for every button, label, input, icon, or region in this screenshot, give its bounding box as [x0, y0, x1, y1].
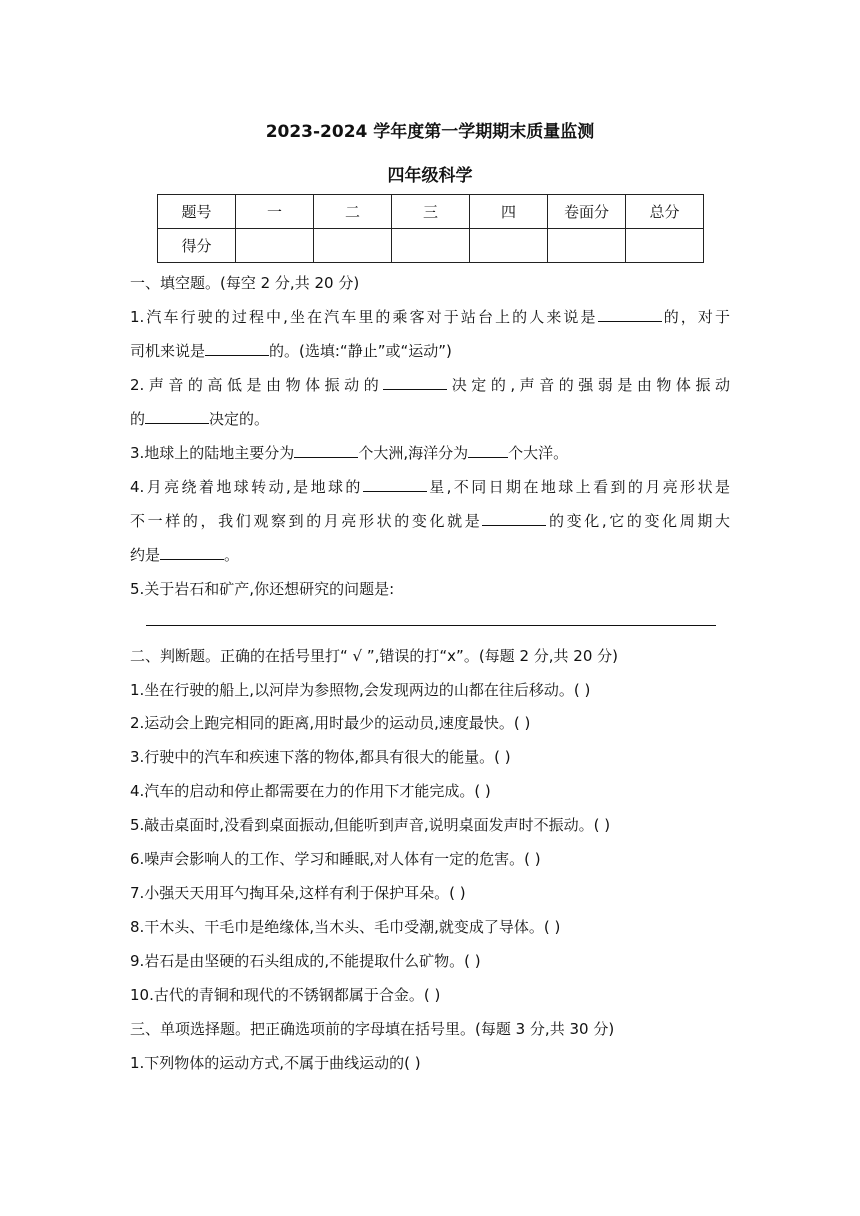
fill-q1-line2: 司机来说是 的。(选填:“静止”或“运动”): [130, 342, 452, 360]
score-input-4[interactable]: [470, 229, 548, 263]
fill-q5: 5.关于岩石和矿产,你还想研究的问题是:: [130, 580, 395, 598]
score-cell-3: 三: [392, 195, 470, 229]
score-cell-1: 一: [236, 195, 314, 229]
judge-item-6: 6.噪声会影响人的工作、学习和睡眠,对人体有一定的危害。( ): [130, 850, 541, 868]
fill-q1-line1: 1.汽车行驶的过程中,坐在汽车里的乘客对于站台上的人来说是 的，对于: [130, 308, 730, 326]
exam-title: 2023-2024 学年度第一学期期末质量监测: [265, 122, 595, 142]
section3-heading: 三、单项选择题。把正确选项前的字母填在括号里。(每题 3 分,共 30 分): [130, 1020, 615, 1038]
answer-blank[interactable]: [294, 443, 358, 458]
score-cell-total: 总分: [626, 195, 704, 229]
judge-item-2: 2.运动会上跑完相同的距离,用时最少的运动员,速度最快。( ): [130, 714, 531, 732]
score-cell-label: 题号: [158, 195, 236, 229]
answer-blank[interactable]: [482, 511, 546, 526]
fill-q2-line1: 2.声音的高低是由物体振动的 决定的,声音的强弱是由物体振动: [130, 376, 730, 394]
answer-blank[interactable]: [468, 443, 508, 458]
choice-q1: 1.下列物体的运动方式,不属于曲线运动的( ): [130, 1054, 421, 1072]
judge-item-3: 3.行驶中的汽车和疾速下落的物体,都具有很大的能量。( ): [130, 748, 511, 766]
fill-q4-line2: 不一样的，我们观察到的月亮形状的变化就是 的变化,它的变化周期大: [130, 512, 730, 530]
judge-item-1: 1.坐在行驶的船上,以河岸为参照物,会发现两边的山都在往后移动。( ): [130, 681, 591, 699]
judge-item-7: 7.小强天天用耳勺掏耳朵,这样有利于保护耳朵。( ): [130, 884, 466, 902]
score-cell-4: 四: [470, 195, 548, 229]
answer-blank[interactable]: [383, 375, 447, 390]
score-input-2[interactable]: [314, 229, 392, 263]
answer-blank[interactable]: [363, 477, 427, 492]
judge-item-4: 4.汽车的启动和停止都需要在力的作用下才能完成。( ): [130, 782, 491, 800]
section1-heading: 一、填空题。(每空 2 分,共 20 分): [130, 274, 360, 292]
answer-blank[interactable]: [160, 545, 224, 560]
score-cell-paper: 卷面分: [548, 195, 626, 229]
judge-item-5: 5.敲击桌面时,没看到桌面振动,但能听到声音,说明桌面发声时不振动。( ): [130, 816, 611, 834]
fill-q3: 3.地球上的陆地主要分为 个大洲,海洋分为 个大洋。: [130, 444, 569, 462]
judge-item-10: 10.古代的青铜和现代的不锈钢都属于合金。( ): [130, 986, 441, 1004]
score-input-total[interactable]: [626, 229, 704, 263]
score-table-header-row: [158, 195, 704, 229]
score-cell-2: 二: [314, 195, 392, 229]
judge-item-8: 8.干木头、干毛巾是绝缘体,当木头、毛巾受潮,就变成了导体。( ): [130, 918, 561, 936]
score-input-paper[interactable]: [548, 229, 626, 263]
score-table: [157, 194, 704, 263]
answer-blank[interactable]: [145, 409, 209, 424]
exam-subtitle: 四年级科学: [387, 166, 473, 186]
fill-q4-line3: 约是 。: [130, 546, 240, 564]
score-input-3[interactable]: [392, 229, 470, 263]
answer-blank[interactable]: [598, 307, 662, 322]
answer-line[interactable]: [146, 625, 716, 626]
section2-heading: 二、判断题。正确的在括号里打“ √ ”,错误的打“x”。(每题 2 分,共 20 分): [130, 647, 619, 665]
score-table-score-row: [158, 229, 704, 263]
judge-item-9: 9.岩石是由坚硬的石头组成的,不能提取什么矿物。( ): [130, 952, 481, 970]
fill-q2-line2: 的 决定的。: [130, 410, 270, 428]
score-input-1[interactable]: [236, 229, 314, 263]
fill-q4-line1: 4.月亮绕着地球转动,是地球的 星,不同日期在地球上看到的月亮形状是: [130, 478, 730, 496]
score-row-label: 得分: [158, 229, 236, 263]
answer-blank[interactable]: [205, 341, 269, 356]
